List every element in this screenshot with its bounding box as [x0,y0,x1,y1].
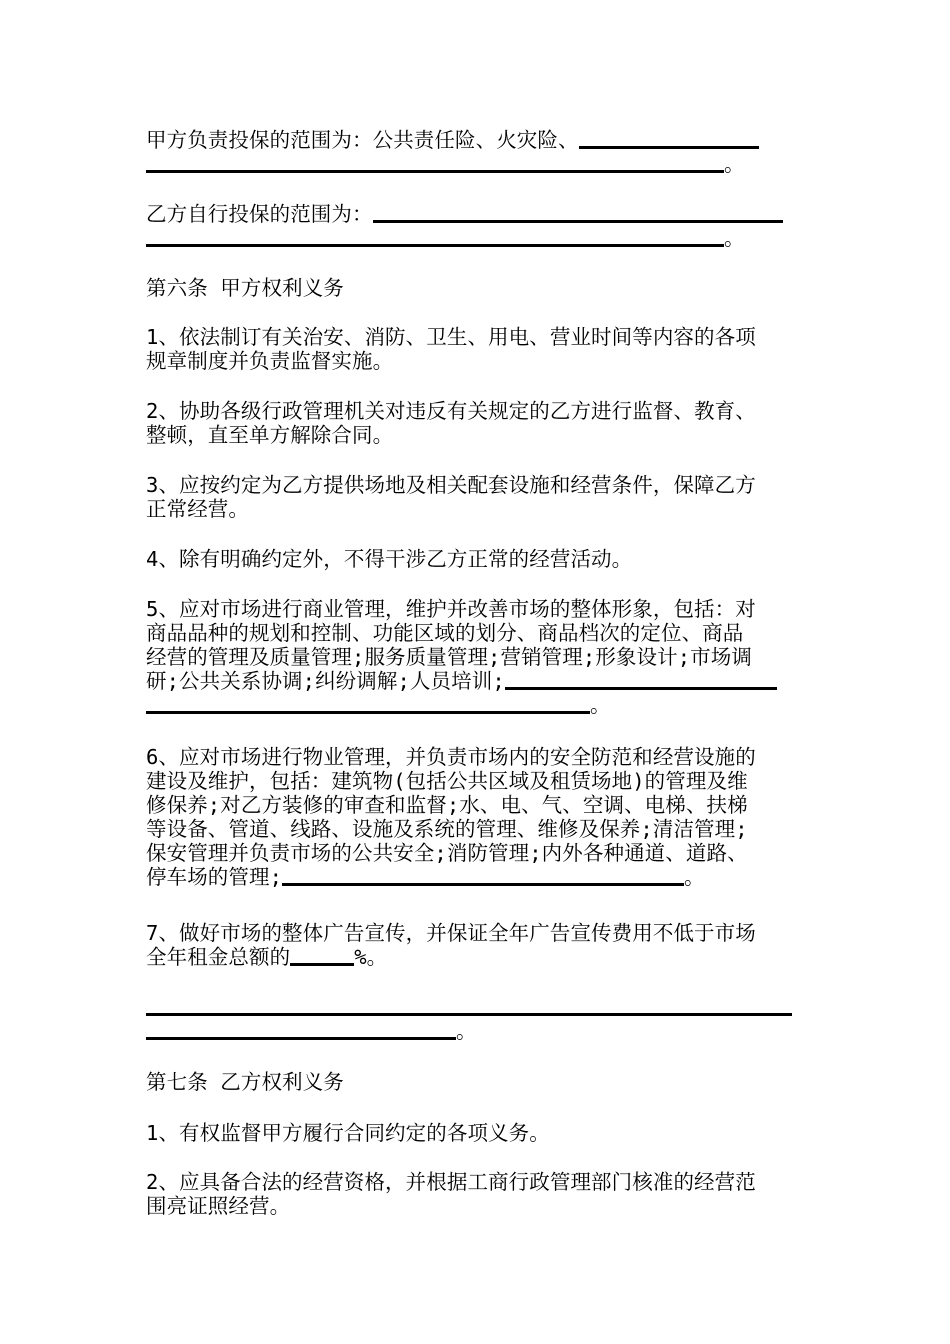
text-line: 建设及维护，包括：建筑物(包括公共区域及租赁场地)的管理及维 [146,769,748,793]
line-text: 全年租金总额的 [146,945,291,969]
article-seven-item-2 [146,1170,810,1218]
text-line [146,693,810,717]
line-end: 。 [724,226,745,250]
fill-in-blank [146,1037,456,1040]
text-line: 等设备、管道、线路、设施及系统的管理、维修及保养;清洁管理; [146,817,748,841]
text-line: 正常经营。 [146,497,249,521]
text-line: 保安管理并负责市场的公共安全;消防管理;内外各种通道、道路、 [146,841,748,865]
article-six-item-1 [146,325,810,373]
text-line [146,995,810,1019]
fill-in-blank [290,963,354,966]
text-line: 规章制度并负责监督实施。 [146,349,394,373]
article-seven-heading [146,1070,810,1094]
line-text: 停车场的管理; [146,865,283,889]
blank-paragraph [146,995,810,1043]
line-text: 研;公共关系协调;纠纷调解;人员培训; [146,669,505,693]
text-line [146,945,810,969]
heading-line: 第六条 甲方权利义务 [146,276,344,300]
fill-in-blank [146,170,724,173]
text-line: 围亮证照经营。 [146,1194,291,1218]
fill-in-blank [146,1013,792,1016]
fill-in-blank [505,687,777,690]
article-six-item-6 [146,745,810,889]
text-line [146,1019,810,1043]
text-line: 1、有权监督甲方履行合同约定的各项义务。 [146,1121,550,1145]
line-end: 。 [456,1019,477,1043]
line-end: 。 [684,865,705,889]
article-six-item-2 [146,399,810,447]
text-line [146,226,810,250]
line-end: 。 [590,693,611,717]
line-text: 乙方自行投保的范围为： [146,202,373,226]
fill-in-blank [282,883,684,886]
text-line [146,202,810,226]
text-line: 1、依法制订有关治安、消防、卫生、用电、营业时间等内容的各项 [146,325,756,349]
text-line: 2、协助各级行政管理机关对违反有关规定的乙方进行监督、教育、 [146,399,756,423]
text-line: 商品品种的规划和控制、功能区域的划分、商品档次的定位、商品 [146,621,744,645]
article-six-item-5 [146,597,810,717]
text-line: 4、除有明确约定外，不得干涉乙方正常的经营活动。 [146,547,633,571]
insurance-party-a-paragraph [146,128,810,176]
article-six-heading [146,276,810,300]
line-text: 甲方负责投保的范围为：公共责任险、火灾险、 [146,128,579,152]
text-line: 6、应对市场进行物业管理，并负责市场内的安全防范和经营设施的 [146,745,756,769]
text-line: 修保养;对乙方装修的审查和监督;水、电、气、空调、电梯、扶梯 [146,793,748,817]
text-line: 7、做好市场的整体广告宣传，并保证全年广告宣传费用不低于市场 [146,921,756,945]
text-line: 5、应对市场进行商业管理，维护并改善市场的整体形象，包括：对 [146,597,756,621]
text-line [146,669,810,693]
fill-in-blank [373,220,783,223]
fill-in-blank [579,146,759,149]
text-line: 3、应按约定为乙方提供场地及相关配套设施和经营条件，保障乙方 [146,473,756,497]
fill-in-blank [146,711,590,714]
line-end: %。 [354,945,388,969]
text-line [146,128,810,152]
article-six-item-3 [146,473,810,521]
text-line: 2、应具备合法的经营资格，并根据工商行政管理部门核准的经营范 [146,1170,756,1194]
text-line: 整顿，直至单方解除合同。 [146,423,394,447]
insurance-party-b-paragraph [146,202,810,250]
article-six-item-7 [146,921,810,969]
text-line [146,152,810,176]
fill-in-blank [146,244,724,247]
heading-line: 第七条 乙方权利义务 [146,1070,344,1094]
text-line [146,865,810,889]
article-six-item-4 [146,547,810,571]
article-seven-item-1 [146,1121,810,1145]
text-line: 经营的管理及质量管理;服务质量管理;营销管理;形象设计;市场调 [146,645,752,669]
line-end: 。 [724,152,745,176]
